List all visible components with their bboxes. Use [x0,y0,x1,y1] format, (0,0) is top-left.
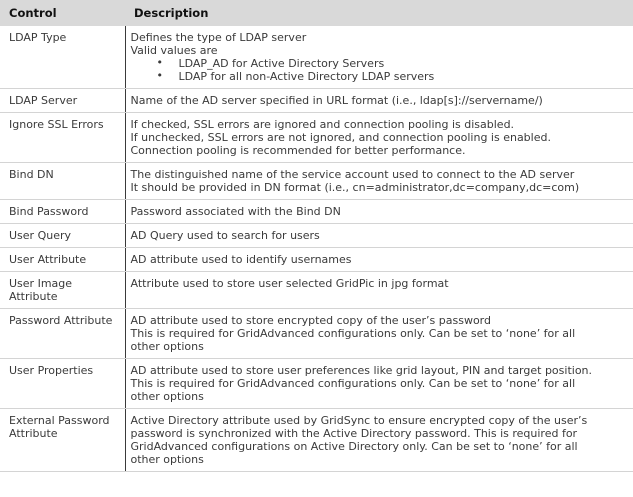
table-header [0,0,633,26]
table-row [0,89,633,113]
description-line: password is synchronized with the Active Directory password. This is required for [130,427,578,440]
bullet-item: • LDAP_AD for Active Directory Servers [131,57,630,70]
control-cell: External Password Attribute [0,409,125,472]
table-row [0,224,633,248]
control-cell: User Image Attribute [0,272,125,309]
header-description: Description [125,0,633,26]
table-row [0,200,633,224]
description-line: This is required for GridAdvanced configurations only. Can be set to ‘none’ for all [130,377,576,390]
table-row [0,163,633,200]
table-row [0,26,633,89]
description-line: AD attribute used to store user preferences like grid layout, PIN and target position. [130,364,593,377]
table-row [0,359,633,409]
table-body [0,26,633,472]
description-line: AD attribute used to store encrypted copy of the user’s password [130,314,491,327]
table-row [0,272,633,309]
description-line: Attribute used to store user selected GridPic in jpg format [130,277,449,290]
control-cell: Bind DN [0,163,125,200]
description-cell [125,224,633,248]
control-cell: Ignore SSL Errors [0,113,125,163]
bullet-item: • LDAP for all non-Active Directory LDAP servers [131,70,630,83]
control-cell: Password Attribute [0,309,125,359]
description-cell [125,309,633,359]
description-line: AD Query used to search for users [130,229,320,242]
description-line: It should be provided in DN format (i.e., cn=administrator,dc=company,dc=com) [130,181,580,194]
description-line: This is required for GridAdvanced configurations only. Can be set to ‘none’ for all [130,327,576,340]
description-cell [125,89,633,113]
description-line: GridAdvanced configurations on Active Directory only. Can be set to ‘none’ for all [130,440,578,453]
description-line: Defines the type of LDAP server [130,31,307,44]
description-line: Valid values are [130,44,218,57]
description-line: AD attribute used to identify usernames [130,253,352,266]
description-cell [125,163,633,200]
description-line: other options [130,453,204,466]
table-row [0,248,633,272]
description-line: If unchecked, SSL errors are not ignored, and connection pooling is enabled. [130,131,551,144]
control-cell: LDAP Server [0,89,125,113]
control-cell: User Attribute [0,248,125,272]
description-line: The distinguished name of the service account used to connect to the AD server [130,168,575,181]
control-cell: User Query [0,224,125,248]
description-line: other options [130,340,204,353]
description-line: If checked, SSL errors are ignored and connection pooling is disabled. [130,118,515,131]
description-cell [125,359,633,409]
valid-values-list [131,57,630,83]
description-cell [125,200,633,224]
table-row [0,113,633,163]
header-row [0,0,633,26]
description-cell [125,272,633,309]
control-cell: LDAP Type [0,26,125,89]
description-cell [125,113,633,163]
header-control: Control [0,0,125,26]
description-line: Password associated with the Bind DN [130,205,341,218]
control-cell: Bind Password [0,200,125,224]
description-line: other options [130,390,204,403]
control-cell: User Properties [0,359,125,409]
table-row [0,409,633,472]
description-line: Active Directory attribute used by GridSync to ensure encrypted copy of the user’s [130,414,588,427]
description-cell [125,26,633,89]
description-line: Name of the AD server specified in URL format (i.e., ldap[s]://servername/) [130,94,543,107]
description-cell [125,248,633,272]
description-cell [125,409,633,472]
description-line: Connection pooling is recommended for better performance. [130,144,466,157]
table-row [0,309,633,359]
